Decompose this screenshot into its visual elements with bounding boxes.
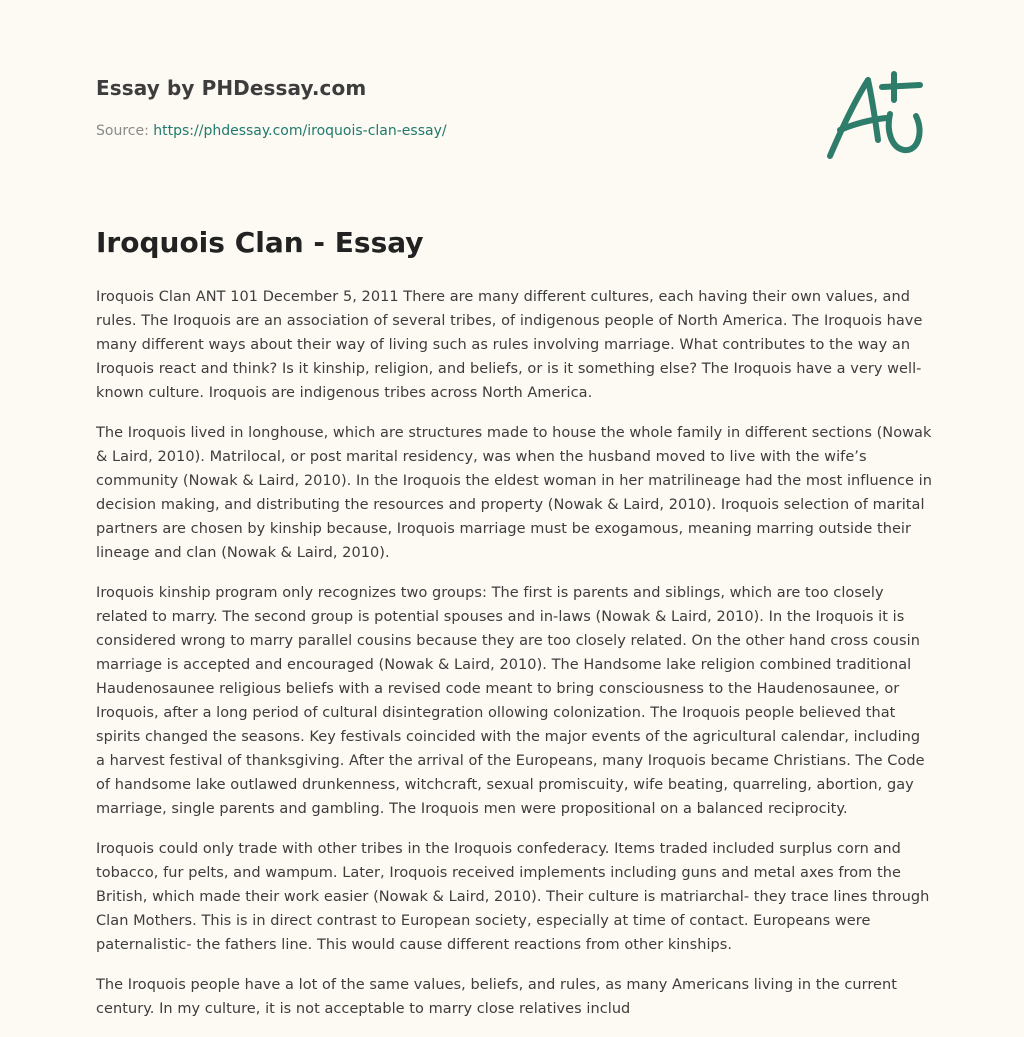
source-line: [96, 123, 796, 139]
paragraph: Iroquois kinship program only recognizes two groups: The first is parents and siblings, which are too closely related to marry. The second group is potential spouses and in-laws (Nowak & Laird, 2010). In the Iroquois it is considered wrong to marry parallel cousins because they are too closely related. On the other hand cross cousin marriage is accepted and encouraged (Nowak & Laird, 2010). The Handsome lake religion combined traditional Haudenosaunee religious beliefs with a revised code meant to bring consciousness to the Haudenosaunee, or Iroquois, after a long period of cultural disintegration ollowing colonization. The Iroquois people believed that spirits changed the seasons. Key festivals coincided with the major events of the agricultural calendar, including a harvest festival of thanksgiving. After the arrival of the Europeans, many Iroquois became Christians. The Code of handsome lake outlawed drunkenness, witchcraft, sexual promiscuity, wife beating, quarreling, abortion, gay marriage, single parents and gambling. The Iroquois men were propositional on a balanced reciprocity.: [96, 585, 925, 817]
source-link[interactable]: https://phdessay.com/iroquois-clan-essay/: [153, 123, 447, 139]
source-label: Source:: [96, 123, 154, 139]
site-title: Essay by PHDessay.com: [96, 76, 367, 100]
paragraph: The Iroquois lived in longhouse, which are structures made to house the whole family in different sections (Nowak & Laird, 2010). Matrilocal, or post marital residency, was when the husband moved to live with the wife’s community (Nowak & Laird, 2010). In the Iroquois the eldest woman in her matrilineage had the most influence in decision making, and distributing the resources and property (Nowak & Laird, 2010). Iroquois selection of marital partners are chosen by kinship because, Iroquois marriage must be exogamous, meaning marring outside their lineage and clan (Nowak & Laird, 2010).: [96, 425, 932, 561]
a-plus-logo-icon: [820, 68, 930, 164]
paragraph: Iroquois could only trade with other tribes in the Iroquois confederacy. Items traded included surplus corn and tobacco, fur pelts, and wampum. Later, Iroquois received implements including guns and metal axes from the British, which made their work easier (Nowak & Laird, 2010). Their culture is matriarchal- they trace lines through Clan Mothers. This is in direct contrast to European society, especially at time of contact. Europeans were paternalistic- the fathers line. This would cause different reactions from other kinships.: [96, 841, 930, 953]
header: [96, 76, 796, 139]
article-body: [96, 285, 932, 1037]
paragraph: Iroquois Clan ANT 101 December 5, 2011 There are many different cultures, each having their own values, and rules. The Iroquois are an association of several tribes, of indigenous people of North America. The Iroquois have many different ways about their way of living such as rules involving marriage. What contributes to the way an Iroquois react and think? Is it kinship, religion, and beliefs, or is it something else? The Iroquois have a very well-known culture. Iroquois are indigenous tribes across North America.: [96, 289, 923, 401]
paragraph: The Iroquois people have a lot of the same values, beliefs, and rules, as many Americans living in the current century. In my culture, it is not acceptable to marry close relatives includ: [96, 977, 897, 1017]
article-title: Iroquois Clan - Essay: [96, 226, 424, 259]
